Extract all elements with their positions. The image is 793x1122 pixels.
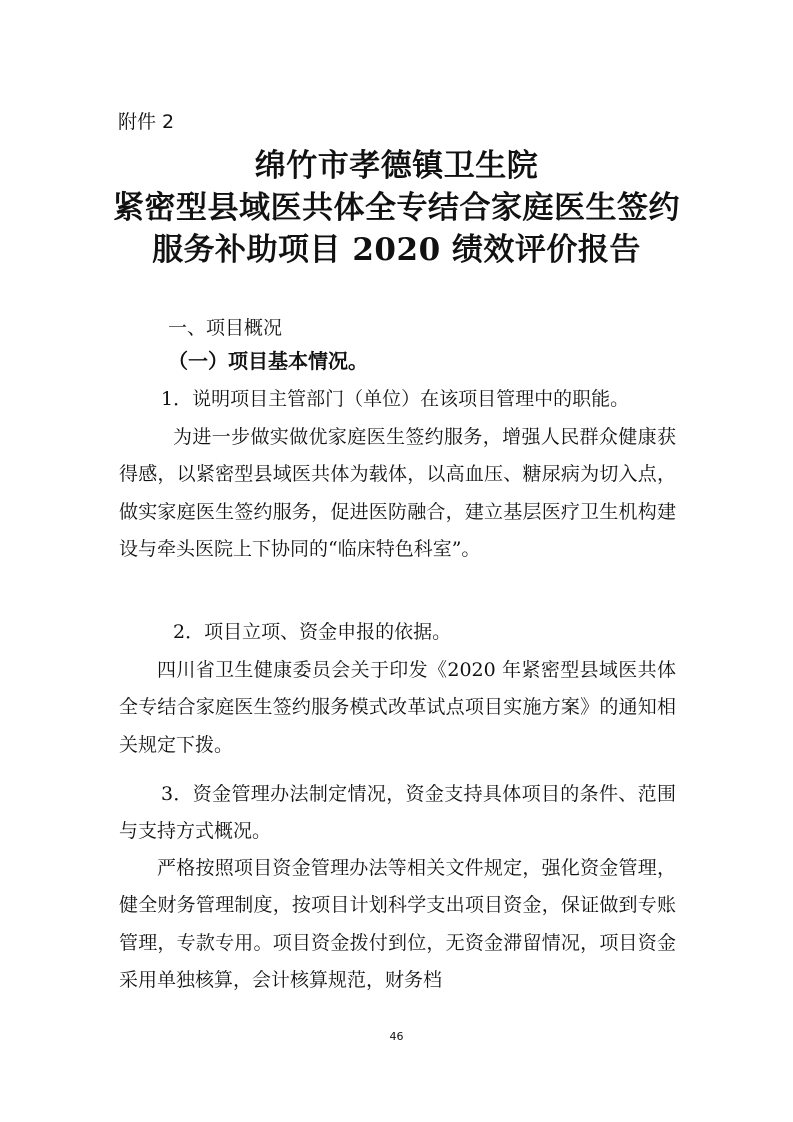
section-heading: 一、项目概况 xyxy=(168,317,283,339)
page-number: 46 xyxy=(389,1030,404,1043)
report-title-line-2: 紧密型县域医共体全专结合家庭医生签约 xyxy=(113,190,680,226)
item2-heading: 2．项目立项、资金申报的依据。 xyxy=(173,621,452,643)
item3-paragraph: 严格按照项目资金管理办法等相关文件规定，强化资金管理，健全财务管理制度，按项目计划科学支出项目资金，保证做到专账管理，专款专用。项目资金拨付到位，无资金滞留情况，项目资金采用单独核算，会计核算规范，财务档 xyxy=(119,857,676,992)
item1-heading: 1．说明项目主管部门（单位）在该项目管理中的职能。 xyxy=(161,388,630,410)
report-title-line-3: 服务补助项目 2020 绩效评价报告 xyxy=(152,232,641,268)
report-title-line-1: 绵竹市孝德镇卫生院 xyxy=(254,148,539,184)
item3-heading: 3．资金管理办法制定情况，资金支持具体项目的条件、范围与支持方式概况。 xyxy=(119,783,676,843)
item2-paragraph: 四川省卫生健康委员会关于印发《2020 年紧密型县域医共体全专结合家庭医生签约服务模式改革试点项目实施方案》的通知相关规定下拨。 xyxy=(119,659,676,756)
subsection-heading: （一）项目基本情况。 xyxy=(168,349,368,373)
item1-paragraph: 为进一步做实做优家庭医生签约服务，增强人民群众健康获得感，以紧密型县域医共体为载体，以高血压、糖尿病为切入点，做实家庭医生签约服务，促进医防融合，建立基层医疗卫生机构建设与牵头医院上下协同的“临床特色科室”。 xyxy=(119,426,676,561)
attachment-label: 附件 2 xyxy=(118,111,175,133)
